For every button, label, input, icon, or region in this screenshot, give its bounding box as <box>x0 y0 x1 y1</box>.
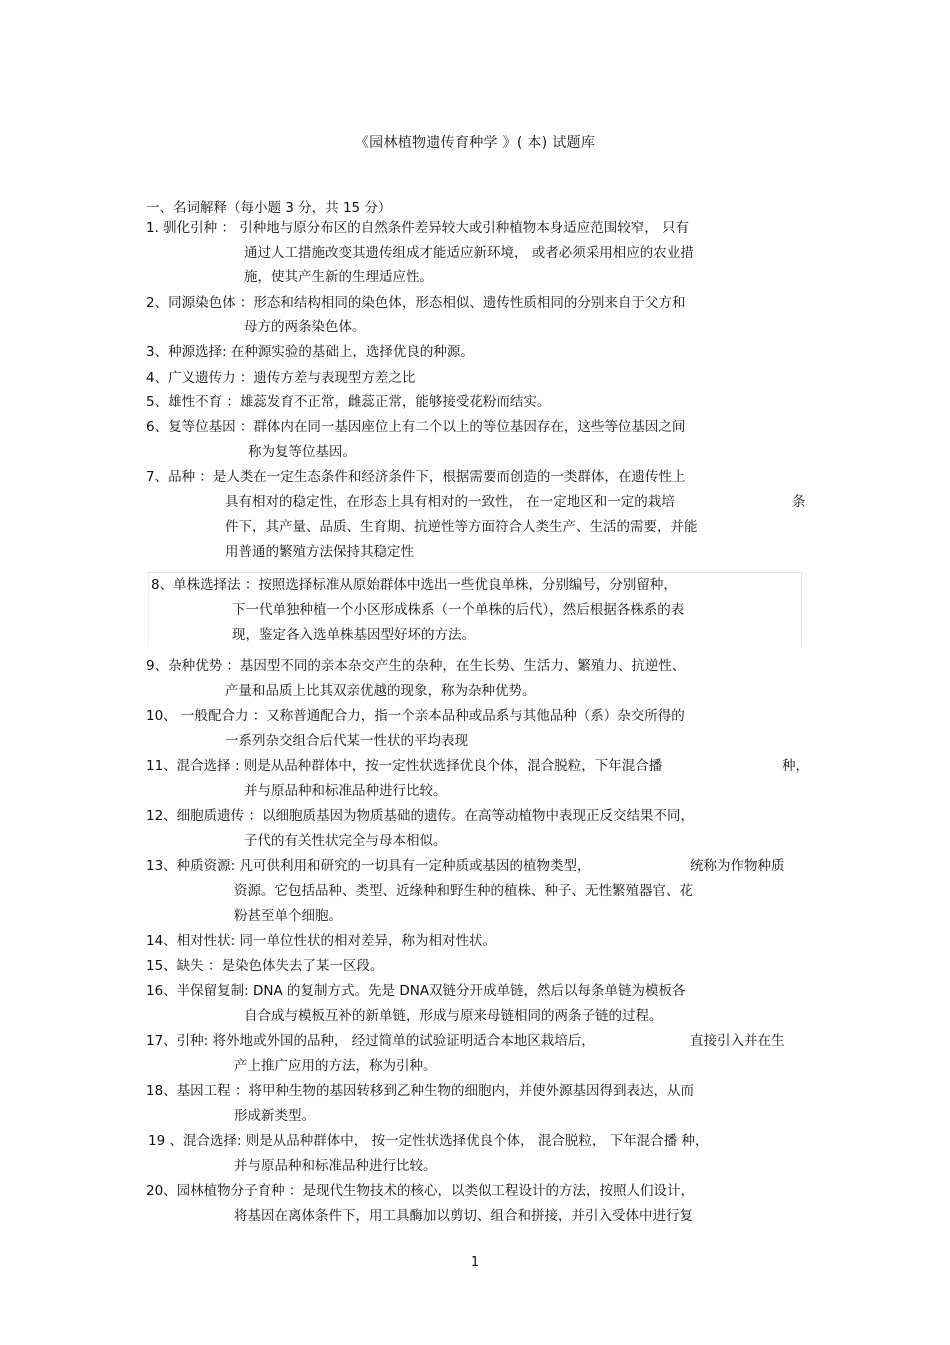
entry-line: 将基因在离体条件下，用工具酶加以剪切、组合和拼接，并引入受体中进行复 <box>234 1208 693 1224</box>
entry-line: 19 、混合选择: 则是从品种群体中， 按一定性状选择优良个体， 混合脱粒， 下年混合播 种， <box>148 1133 709 1149</box>
entry-line: 一系列杂交组合后代某一性状的平均表现 <box>225 733 468 749</box>
entry-line: 产上推广应用的方法，称为引种。 <box>234 1058 437 1074</box>
entry-line: 11、混合选择 : 则是从品种群体中，按一定性状选择优良个体，混合脱粒，下年混合播 <box>146 758 663 774</box>
entry-line: 16、半保留复制: DNA 的复制方式。先是 DNA双链分开成单链，然后以每条单链为模板各 <box>146 983 686 999</box>
entry-line: 条 <box>792 494 806 510</box>
entry-line: 直接引入并在生 <box>690 1033 785 1049</box>
entry-line: 形成新类型。 <box>234 1108 315 1124</box>
entry-line: 资源。它包括品种、类型、近缘种和野生种的植株、种子、无性繁殖器官、花 <box>234 883 693 899</box>
entry-line: 12、细胞质遗传 ：以细胞质基因为物质基础的遗传。在高等动植物中表现正反交结果不同， <box>146 808 694 824</box>
entry-line: 并与原品种和标准品种进行比较。 <box>244 783 447 799</box>
entry-line: 件下，其产量、品质、生育期、抗逆性等方面符合人类生产、生活的需要，并能 <box>225 519 698 535</box>
entry-line: 自合成与模板互补的新单链，形成与原来母链相同的两条子链的过程。 <box>244 1008 663 1024</box>
entry-line: 18、基因工程 ：将甲种生物的基因转移到乙种生物的细胞内，并使外源基因得到表达，从而 <box>146 1083 694 1099</box>
entry-line: 现，鉴定各入选单株基因型好坏的方法。 <box>232 627 475 643</box>
section-heading: 一、名词解释（每小题 3 分，共 15 分） <box>146 200 392 216</box>
entry-line: 母方的两条染色体。 <box>244 319 366 335</box>
entry-line: 粉甚至单个细胞。 <box>234 908 342 924</box>
entry-line: 5、雄性不育 ：雄蕊发育不正常，雌蕊正常，能够接受花粉而结实。 <box>146 394 551 410</box>
page-number: 1 <box>470 1255 480 1270</box>
entry-line: 称为复等位基因。 <box>248 444 356 460</box>
entry-line: 8、单株选择法 ：按照选择标准从原始群体中选出一些优良单株，分别编号，分别留种， <box>151 577 677 593</box>
entry-line: 15、缺失 ：是染色体失去了某一区段。 <box>146 958 384 974</box>
entry-line: 10、 一般配合力 ：又称普通配合力，指一个亲本品种或品系与其他品种（系）杂交所得的 <box>146 708 685 724</box>
entry-line: 产量和品质上比其双亲优越的现象，称为杂种优势。 <box>225 683 536 699</box>
entry-line: 下一代单独种植一个小区形成株系（一个单株的后代），然后根据各株系的表 <box>232 602 685 618</box>
entry-line: 子代的有关性状完全与母本相似。 <box>244 833 447 849</box>
entry-line: 6、复等位基因 ：群体内在同一基因座位上有二个以上的等位基因存在，这些等位基因之间 <box>146 419 686 435</box>
entry-line: 2、同源染色体 ：形态和结构相同的染色体，形态相似、遗传性质相同的分别来自于父方和 <box>146 295 686 311</box>
entry-line: 9、杂种优势 ：基因型不同的亲本杂交产生的杂种，在生长势、生活力、繁殖力、抗逆性、 <box>146 658 686 674</box>
entry-line: 14、相对性状: 同一单位性状的相对差异，称为相对性状。 <box>146 933 497 949</box>
page-title: 《园林植物遗传育种学 》( 本) 试题库 <box>354 135 596 151</box>
entry-line: 3、种源选择: 在种源实验的基础上，选择优良的种源。 <box>146 344 474 360</box>
entry-line: 13、种质资源: 凡可供利用和研究的一切具有一定种质或基因的植物类型， <box>146 858 591 874</box>
entry-line: 施，使其产生新的生理适应性。 <box>244 269 433 285</box>
entry-line: 并与原品种和标准品种进行比较。 <box>234 1158 437 1174</box>
entry-line: 17、引种: 将外地或外国的品种， 经过简单的试验证明适合本地区栽培后， <box>146 1033 595 1049</box>
entry-line: 具有相对的稳定性，在形态上具有相对的一致性， 在一定地区和一定的栽培 <box>225 494 675 510</box>
entry-line: 1. 驯化引种 ： 引种地与原分布区的自然条件差异较大或引种植物本身适应范围较窄， 只有 <box>146 220 690 236</box>
entry-line: 4、广义遗传力 ：遗传方差与表现型方差之比 <box>146 370 416 386</box>
entry-line: 7、品种 ：是人类在一定生态条件和经济条件下，根据需要而创造的一类群体，在遗传性上 <box>146 469 686 485</box>
entry-line: 通过人工措施改变其遗传组成才能适应新环境， 或者必须采用相应的农业措 <box>244 245 694 261</box>
entry-line: 用普通的繁殖方法保持其稳定性 <box>225 544 414 560</box>
entry-line: 统称为作物种质 <box>690 858 785 874</box>
entry-line: 种， <box>782 758 809 774</box>
entry-line: 20、园林植物分子育种 ：是现代生物技术的核心，以类似工程设计的方法，按照人们设计， <box>146 1183 694 1199</box>
